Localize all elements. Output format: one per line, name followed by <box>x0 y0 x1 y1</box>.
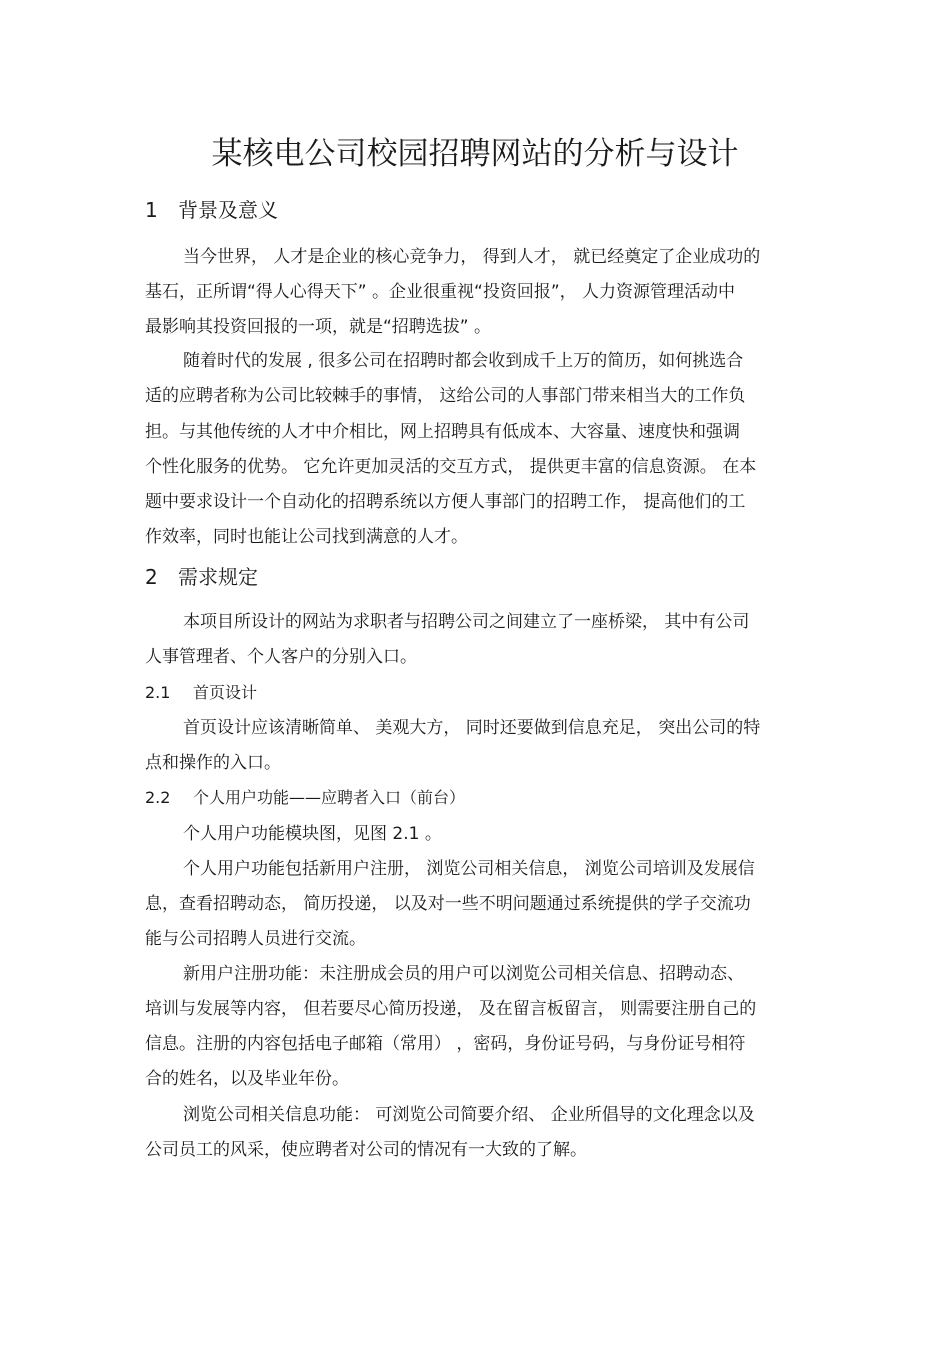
paragraph-line: 点和操作的入口。 <box>145 753 281 773</box>
paragraph-line: 新用户注册功能：未注册成会员的用户可以浏览公司相关信息、招聘动态、 <box>183 964 744 984</box>
paragraph-line: 基石，正所谓“得人心得天下” 。企业很重视“投资回报”， 人力资源管理活动中 <box>145 282 736 302</box>
paragraph-line: 浏览公司相关信息功能： 可浏览公司简要介绍、 企业所倡导的文化理念以及 <box>183 1105 755 1125</box>
section-title: 需求规定 <box>178 565 258 589</box>
section-number: 2 <box>145 565 158 589</box>
paragraph-line: 信息。注册的内容包括电子邮箱（常用） ，密码，身份证号码，与身份证号相符 <box>145 1034 746 1054</box>
paragraph-line: 公司员工的风采，使应聘者对公司的情况有一大致的了解。 <box>145 1140 587 1160</box>
section-heading-1 <box>145 196 278 224</box>
paragraph-line: 作效率，同时也能让公司找到满意的人才。 <box>145 527 468 547</box>
paragraph-line: 首页设计应该清晰简单、 美观大方， 同时还要做到信息充足， 突出公司的特 <box>183 718 761 738</box>
section-heading-2 <box>145 563 258 591</box>
page-title: 某核电公司校园招聘网站的分析与设计 <box>211 136 739 172</box>
paragraph-line: 个人用户功能包括新用户注册， 浏览公司相关信息， 浏览公司培训及发展信 <box>183 859 755 879</box>
section-number: 2.1 <box>145 683 171 702</box>
paragraph-line: 培训与发展等内容， 但若要尽心简历投递， 及在留言板留言， 则需要注册自己的 <box>145 999 757 1019</box>
paragraph-line: 合的姓名，以及毕业年份。 <box>145 1069 349 1089</box>
paragraph-line: 担。与其他传统的人才中介相比，网上招聘具有低成本、大容量、速度快和强调 <box>145 422 740 442</box>
section-title: 个人用户功能——应聘者入口（前台） <box>193 788 466 807</box>
section-heading-2-1 <box>145 681 257 705</box>
section-heading-2-2 <box>145 786 465 810</box>
paragraph-line: 个人用户功能模块图，见图 2.1 。 <box>183 824 442 844</box>
section-number: 1 <box>145 198 158 222</box>
paragraph-line: 当今世界， 人才是企业的核心竞争力， 得到人才， 就已经奠定了企业成功的 <box>183 247 761 267</box>
paragraph-line: 适的应聘者称为公司比较棘手的事情， 这给公司的人事部门带来相当大的工作负 <box>145 386 746 406</box>
paragraph-line: 能与公司招聘人员进行交流。 <box>145 929 366 949</box>
paragraph-line: 人事管理者、个人客户的分别入口。 <box>145 647 417 667</box>
paragraph-line: 题中要求设计一个自动化的招聘系统以方便人事部门的招聘工作， 提高他们的工 <box>145 492 746 512</box>
paragraph-line: 息，查看招聘动态， 简历投递， 以及对一些不明问题通过系统提供的学子交流功 <box>145 894 751 914</box>
paragraph-line: 个性化服务的优势。 它允许更加灵活的交互方式， 提供更丰富的信息资源。 在本 <box>145 457 757 477</box>
section-number: 2.2 <box>145 788 171 807</box>
paragraph-line: 本项目所设计的网站为求职者与招聘公司之间建立了一座桥梁， 其中有公司 <box>183 612 750 632</box>
section-title: 首页设计 <box>193 683 258 702</box>
paragraph-line: 随着时代的发展 , 很多公司在招聘时都会收到成千上万的简历，如何挑选合 <box>183 351 744 371</box>
paragraph-line: 最影响其投资回报的一项，就是“招聘选拔” 。 <box>145 317 492 337</box>
section-title: 背景及意义 <box>178 198 278 222</box>
